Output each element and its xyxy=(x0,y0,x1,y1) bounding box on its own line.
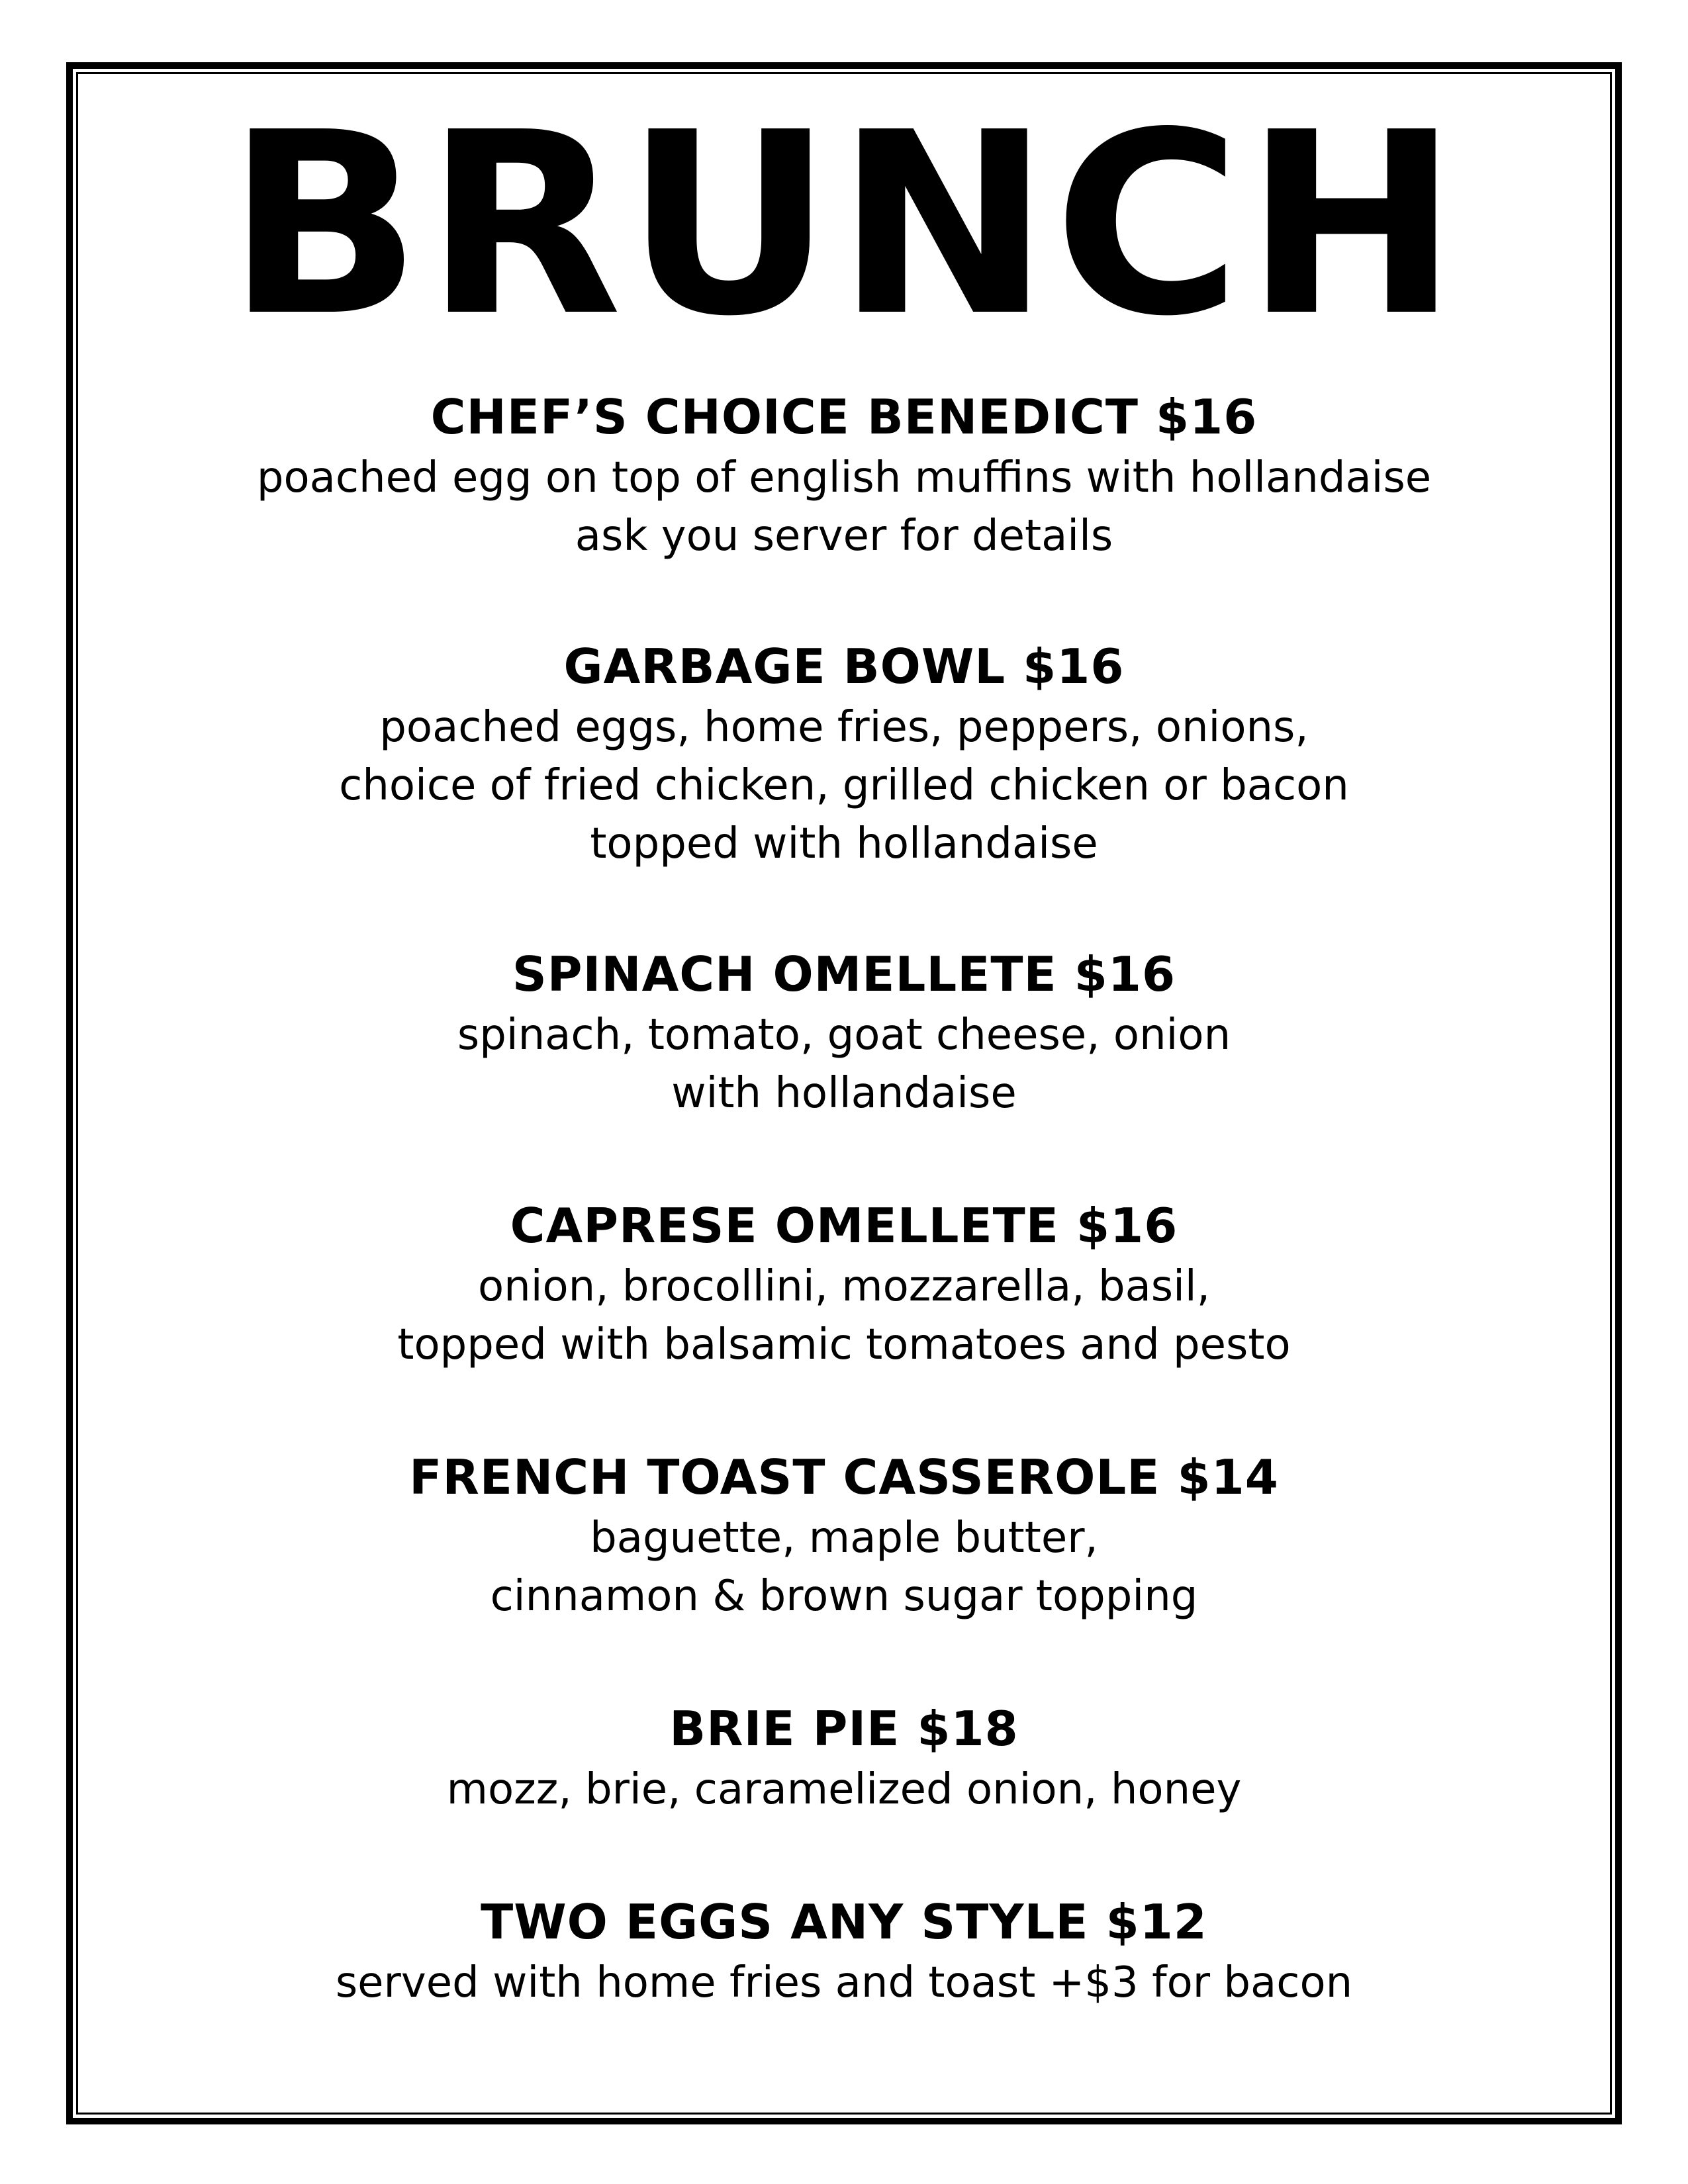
menu-item-description xyxy=(0,1509,1688,1625)
menu-item-french-toast-casserole xyxy=(0,1449,1688,1625)
description-line: topped with hollandaise xyxy=(590,819,1098,868)
description-line: mozz, brie, caramelized onion, honey xyxy=(446,1765,1242,1814)
menu-item-description xyxy=(0,1954,1688,2012)
menu-item-name: CAPRESE OMELLETE $16 xyxy=(510,1198,1178,1253)
menu-item-description xyxy=(0,449,1688,565)
menu-item-name: FRENCH TOAST CASSEROLE $14 xyxy=(409,1449,1279,1505)
menu-title: BRUNCH xyxy=(226,78,1462,371)
menu-item-name: SPINACH OMELLETE $16 xyxy=(512,946,1176,1002)
description-line: cinnamon & brown sugar topping xyxy=(490,1572,1198,1621)
menu-item-brie-pie xyxy=(0,1701,1688,1819)
menu-item-description xyxy=(0,1006,1688,1122)
description-line: baguette, maple butter, xyxy=(590,1514,1098,1563)
menu-item-description xyxy=(0,1760,1688,1819)
menu-item-two-eggs-any-style xyxy=(0,1894,1688,2012)
description-line: choice of fried chicken, grilled chicken or bacon xyxy=(339,761,1349,810)
description-line: poached egg on top of english muffins with hollandaise xyxy=(256,453,1432,502)
description-line: poached eggs, home fries, peppers, onions, xyxy=(379,703,1309,752)
menu-item-caprese-omellete xyxy=(0,1198,1688,1374)
menu-item-name: BRIE PIE $18 xyxy=(669,1701,1019,1756)
menu-item-description xyxy=(0,698,1688,873)
menu-item-name: CHEF’S CHOICE BENEDICT $16 xyxy=(430,389,1258,445)
menu-item-garbage-bowl xyxy=(0,639,1688,873)
menu-item-description xyxy=(0,1257,1688,1374)
description-line: topped with balsamic tomatoes and pesto xyxy=(397,1320,1291,1369)
menu-item-name: GARBAGE BOWL $16 xyxy=(563,639,1125,694)
description-line: ask you server for details xyxy=(575,512,1113,561)
description-line: spinach, tomato, goat cheese, onion xyxy=(457,1011,1231,1060)
menu-item-spinach-omellete xyxy=(0,946,1688,1122)
description-line: served with home fries and toast +$3 for bacon xyxy=(335,1958,1353,2007)
description-line: with hollandaise xyxy=(671,1069,1017,1118)
menu-item-chefs-choice-benedict xyxy=(0,389,1688,565)
menu-item-name: TWO EGGS ANY STYLE $12 xyxy=(481,1894,1207,1950)
description-line: onion, brocollini, mozzarella, basil, xyxy=(477,1262,1211,1311)
